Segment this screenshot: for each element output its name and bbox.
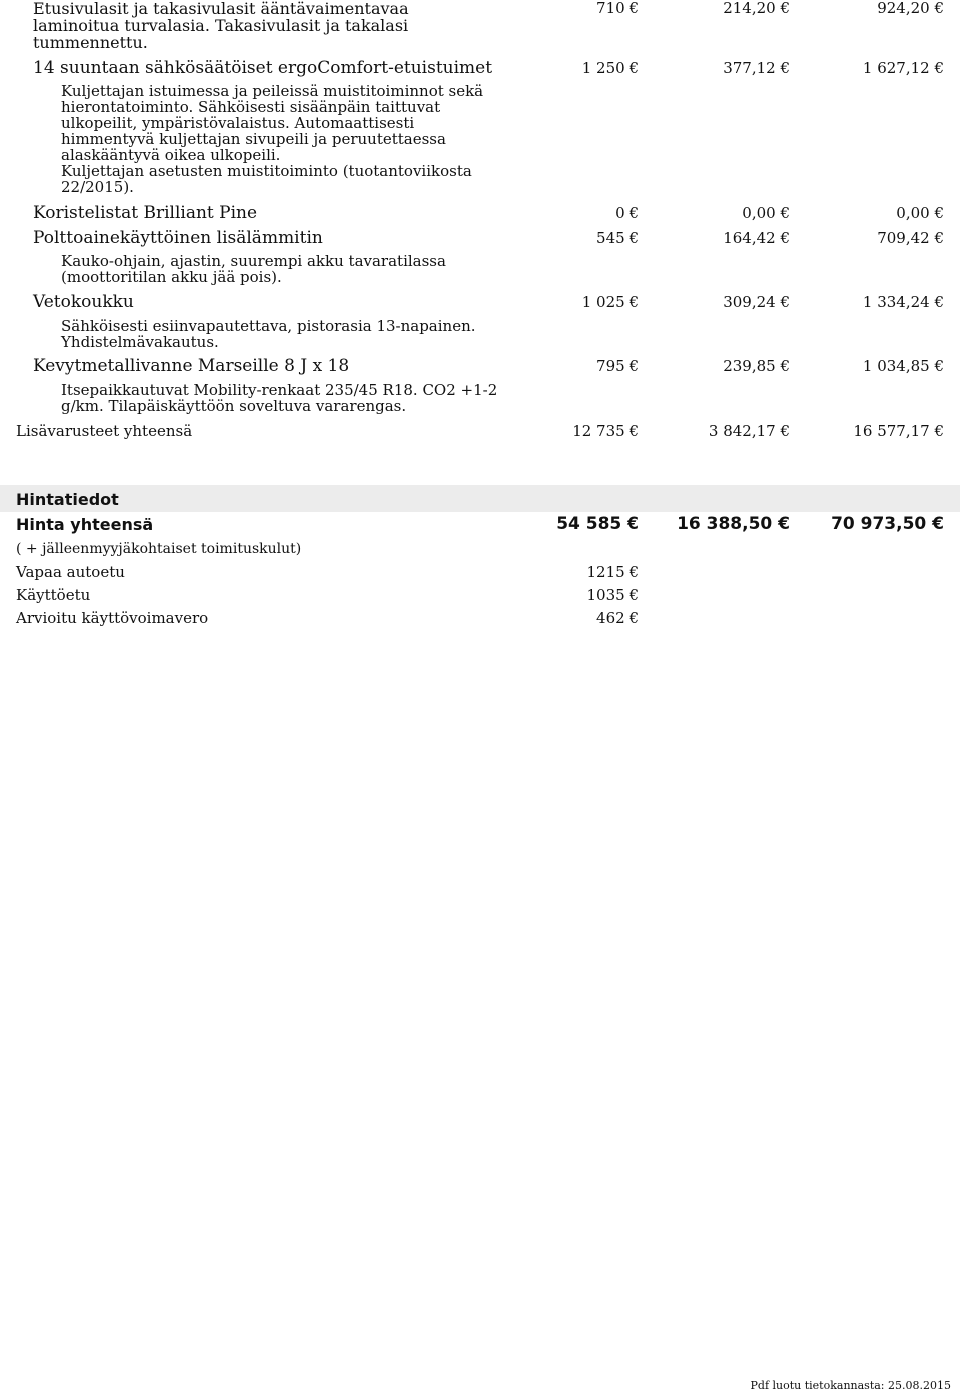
total-cell: 1 334,24 € <box>862 293 944 311</box>
total-cell: 1 627,12 € <box>862 59 944 77</box>
price-cell: 795 € <box>596 357 639 375</box>
tax-row-value: 462 € <box>596 609 639 627</box>
price-info-header-band <box>0 485 960 512</box>
total-cell: 924,20 € <box>877 0 944 17</box>
benefit-row-label: Käyttöetu <box>16 586 91 604</box>
price-cell: 1 025 € <box>581 293 639 311</box>
desc-line: hierontatoiminto. Sähköisesti sisäänpäin taittuvat <box>61 98 441 116</box>
desc-line: (moottoritilan akku jää pois). <box>61 268 282 286</box>
accessories-total-sum: 16 577,17 € <box>853 422 944 440</box>
total-cell: 0,00 € <box>896 204 944 222</box>
grand-total-price: 54 585 € <box>556 514 639 534</box>
desc-line: g/km. Tilapäiskäyttöön soveltuva vararengas. <box>61 397 407 415</box>
desc-line: Yhdistelmävakautus. <box>61 333 219 351</box>
benefit-row-value: 1035 € <box>586 586 639 604</box>
desc-line: Kuljettajan asetusten muistitoiminto (tuotantoviikosta <box>61 162 472 180</box>
total-cell: 709,42 € <box>877 229 944 247</box>
grand-total-label: Hinta yhteensä <box>16 515 154 534</box>
item-title: Polttoainekäyttöinen lisälämmitin <box>33 228 323 248</box>
desc-line: laminoitua turvalasia. Takasivulasit ja takalasi <box>33 16 409 35</box>
item-description <box>61 382 497 414</box>
benefit-row-value: 1215 € <box>586 563 639 581</box>
tax-cell: 214,20 € <box>723 0 790 17</box>
pdf-created-footer: Pdf luotu tietokannasta: 25.08.2015 <box>750 1379 951 1392</box>
item-title: 14 suuntaan sähkösäätöiset ergoComfort-etuistuimet <box>33 58 493 78</box>
item-description <box>61 318 476 350</box>
tax-cell: 309,24 € <box>723 293 790 311</box>
price-cell: 0 € <box>615 204 639 222</box>
accessories-total-tax: 3 842,17 € <box>708 422 790 440</box>
desc-line: Kuljettajan istuimessa ja peileissä muistitoiminnot sekä <box>61 82 484 100</box>
tax-cell: 164,42 € <box>723 229 790 247</box>
item-description <box>61 253 446 285</box>
desc-line: 22/2015). <box>61 178 134 196</box>
benefit-row-label: Vapaa autoetu <box>16 563 125 581</box>
price-cell: 545 € <box>596 229 639 247</box>
tax-cell: 0,00 € <box>742 204 790 222</box>
item-description <box>61 83 483 195</box>
total-cell: 1 034,85 € <box>862 357 944 375</box>
grand-total-sum: 70 973,50 € <box>831 514 944 534</box>
delivery-note: ( + jälleenmyyjäkohtaiset toimituskulut) <box>16 541 302 557</box>
desc-line: ulkopeilit, ympäristövalaistus. Automaattisesti <box>61 114 415 132</box>
tax-row-label: Arvioitu käyttövoimavero <box>16 609 209 627</box>
item-title: Kevytmetallivanne Marseille 8 J x 18 <box>33 356 350 376</box>
price-info-heading: Hintatiedot <box>16 490 119 509</box>
desc-line: Kauko-ohjain, ajastin, suurempi akku tavaratilassa <box>61 252 446 270</box>
tax-cell: 239,85 € <box>723 357 790 375</box>
desc-line: himmentyvä kuljettajan sivupeili ja peruutettaessa <box>61 130 446 148</box>
desc-line: alaskääntyvä oikea ulkopeili. <box>61 146 281 164</box>
top-item-description <box>33 0 409 51</box>
desc-line: Etusivulasit ja takasivulasit ääntävaimentavaa <box>33 0 409 18</box>
item-title: Koristelistat Brilliant Pine <box>33 203 258 223</box>
accessories-total-label: Lisävarusteet yhteensä <box>16 422 193 440</box>
desc-line: tummennettu. <box>33 33 148 52</box>
accessories-total-price: 12 735 € <box>572 422 639 440</box>
price-cell: 710 € <box>596 0 639 17</box>
desc-line: Itsepaikkautuvat Mobility-renkaat 235/45 R18. CO2 +1-2 <box>61 381 498 399</box>
item-title: Vetokoukku <box>33 292 134 312</box>
desc-line: Sähköisesti esiinvapautettava, pistorasia 13-napainen. <box>61 317 476 335</box>
tax-cell: 377,12 € <box>723 59 790 77</box>
price-cell: 1 250 € <box>581 59 639 77</box>
grand-total-tax: 16 388,50 € <box>677 514 790 534</box>
